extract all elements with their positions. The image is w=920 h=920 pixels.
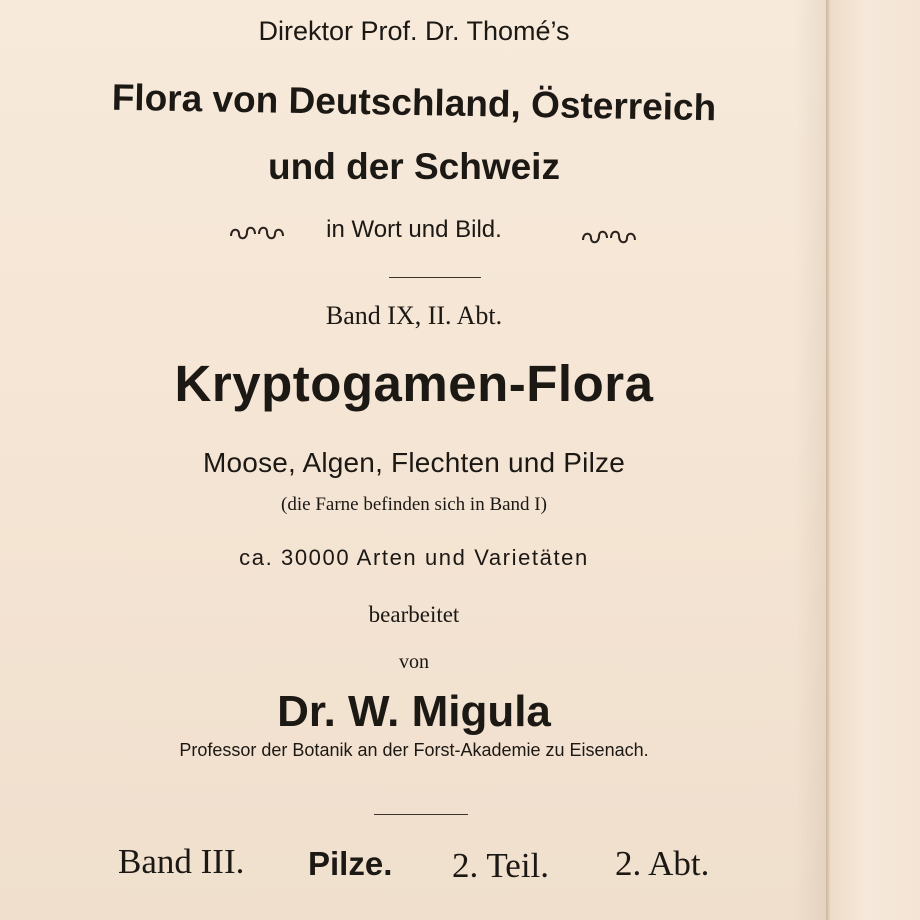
volume-footer [0, 842, 828, 892]
facing-page-edge [830, 0, 920, 920]
footer-abt: 2. Abt. [615, 844, 710, 883]
main-title: Kryptogamen-Flora [174, 355, 654, 412]
bearbeitet-line: bearbeitet [368, 602, 460, 627]
flora-title-line: Flora von Deutschland, Österreich [111, 76, 717, 129]
farne-note: (die Farne befinden sich in Band I) [281, 494, 547, 515]
author-name: Dr. W. Migula [277, 687, 551, 736]
footer-pilze: Pilze. [308, 845, 393, 882]
footer-band: Band III. [118, 842, 245, 881]
band-ix-line: Band IX, II. Abt. [325, 301, 503, 330]
footer-teil: 2. Teil. [452, 846, 550, 885]
schweiz-title-line: und der Schweiz [268, 146, 560, 187]
species-count: ca. 30000 Arten und Varietäten [239, 545, 589, 570]
divider-top [389, 277, 481, 278]
author-affiliation: Professor der Botanik an der Forst-Akademie zu Eisenach. [179, 740, 649, 760]
director-line: Direktor Prof. Dr. Thomé’s [258, 16, 570, 46]
subtitle: Moose, Algen, Flechten und Pilze [203, 447, 625, 478]
ornament-right-icon [580, 226, 640, 254]
divider-bottom [374, 814, 468, 815]
in-wort-und-bild: in Wort und Bild. [326, 216, 502, 243]
von-line: von [399, 651, 429, 673]
